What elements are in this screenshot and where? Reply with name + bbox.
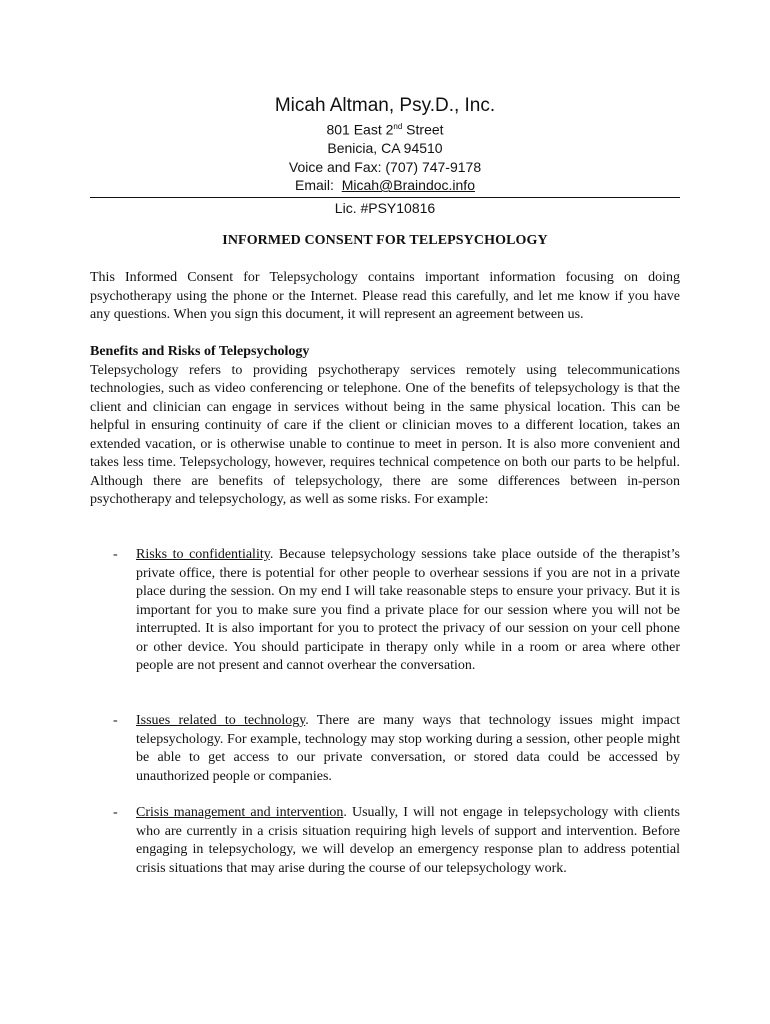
bullet-dash: - — [113, 713, 118, 728]
email-label: Email: — [295, 177, 342, 194]
street-address-ordinal: nd — [393, 122, 403, 131]
intro-paragraph: This Informed Consent for Telepsychology contains important information focusing on doing psychotherapy using the phone or the Internet. Please read this carefully, and let me know if you have any questions. When you sign this document, it will represent an agreement between us. — [90, 270, 680, 322]
bullet-term: Issues related to technology — [136, 713, 306, 728]
document-title: INFORMED CONSENT FOR TELEPSYCHOLOGY — [222, 233, 548, 248]
bullet-body: . Because telepsychology sessions take place outside of the therapist’s private office, there is potential for other people to overhear sessions if you are not in a private place during the session. On my end I will take reasonable steps to ensure your privacy. But it is important for you to make sure you find a private place for our session where you will not be interrupted. It is also important for you to protect the privacy of our session on your cell phone or other device. You should participate in therapy only while in a room or area where other people are not present and cannot overhear the conversation. — [136, 547, 680, 673]
license-number: Lic. #PSY10816 — [334, 199, 436, 216]
header-divider — [90, 197, 680, 198]
practice-name: Micah Altman, Psy.D., Inc. — [274, 95, 496, 116]
bullet-item-technology — [113, 712, 680, 786]
street-address-suffix: Street — [402, 121, 444, 138]
benefits-paragraph: Telepsychology refers to providing psychotherapy services remotely using telecommunications technologies, such as video conferencing or telephone. One of the benefits of telepsychology is that the client and clinician can engage in services without being in the same physical location. This can be helpful in ensuring continuity of care if the client or clinician moves to a different location, takes an extended vacation, or is otherwise unable to continue to meet in person. It is also more convenient and takes less time. Telepsychology, however, requires technical competence on both our parts to be helpful. Although there are benefits of telepsychology, there are some differences between in-person psychotherapy and telepsychology, as well as some risks. For example: — [90, 362, 680, 507]
bullet-item-confidentiality — [113, 546, 680, 676]
email-line — [90, 176, 680, 195]
letterhead — [90, 94, 680, 217]
bullet-body: . There are many ways that technology issues might impact telepsychology. For example, technology may stop working during a session, other people might be able to get access to our private conversation, or stored data could be accessed by unauthorized people or companies. — [136, 713, 680, 784]
email-link[interactable]: Micah@Braindoc.info — [341, 177, 475, 194]
street-address — [90, 118, 680, 139]
bullet-text — [136, 804, 680, 878]
bullet-item-crisis — [113, 804, 680, 878]
bullet-text — [136, 712, 680, 786]
benefits-heading: Benefits and Risks of Telepsychology — [90, 344, 310, 359]
bullet-text — [136, 546, 680, 676]
bullet-term: Risks to confidentiality — [136, 547, 270, 562]
bullet-body: . Usually, I will not engage in telepsychology with clients who are currently in a crisis situation requiring high levels of support and intervention. Before engaging in telepsychology, we will develop an emergency response plan to address potential crisis situations that may arise during the course of our telepsychology work. — [136, 805, 680, 876]
bullet-dash: - — [113, 547, 118, 562]
street-address-main: 801 East 2 — [326, 121, 394, 138]
bullet-dash: - — [113, 805, 118, 820]
benefits-section — [90, 343, 680, 510]
city-state-zip: Benicia, CA 94510 — [327, 140, 443, 157]
phone-fax: Voice and Fax: (707) 747-9178 — [288, 158, 482, 175]
bullet-term: Crisis management and intervention — [136, 805, 344, 820]
